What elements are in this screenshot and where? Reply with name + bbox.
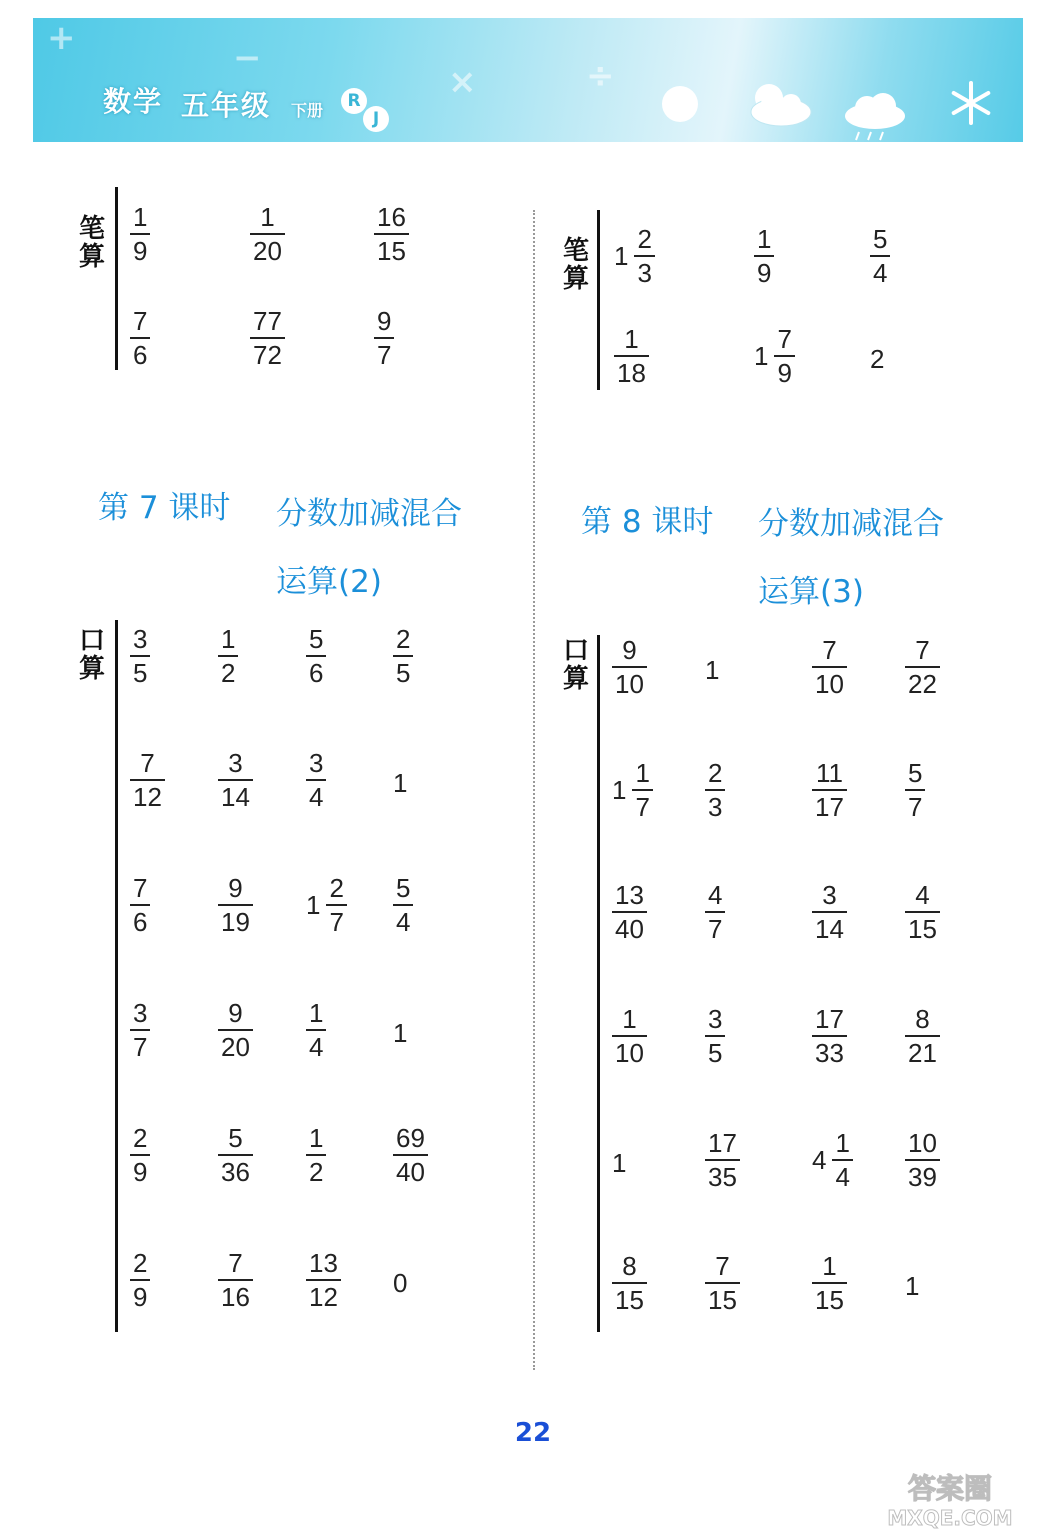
- fraction-numerator: 3: [708, 1004, 723, 1034]
- fraction-denominator: 2: [306, 1154, 326, 1185]
- fraction-denominator: 10: [612, 1035, 647, 1066]
- answer-fraction: [218, 875, 253, 935]
- fraction-numerator: 4: [915, 880, 930, 910]
- fraction-denominator: 7: [130, 1029, 150, 1060]
- fraction-denominator: 20: [250, 233, 285, 264]
- fraction-numerator: 1: [835, 1128, 850, 1158]
- answer-fraction: [634, 226, 654, 286]
- answer-item: [393, 750, 407, 799]
- fraction-numerator: 8: [915, 1004, 930, 1034]
- answer-item: [130, 1125, 150, 1185]
- answer-item: [812, 1006, 847, 1066]
- fraction-denominator: 17: [812, 789, 847, 820]
- answer-item: [130, 1250, 150, 1310]
- sun-icon: [658, 82, 702, 126]
- fraction-numerator: 9: [228, 998, 243, 1028]
- answer-item: [870, 326, 884, 375]
- fraction-numerator: 5: [873, 224, 888, 254]
- answer-item: [306, 750, 326, 810]
- answer-item: [218, 1000, 253, 1060]
- answer-fraction: [905, 760, 925, 820]
- answer-item: [705, 637, 719, 686]
- answer-item: [754, 226, 774, 286]
- fraction-numerator: 13: [615, 880, 644, 910]
- answer-item: [306, 626, 326, 686]
- fraction-denominator: 18: [614, 355, 649, 386]
- page-number: 22: [514, 1418, 552, 1448]
- fraction-denominator: 40: [612, 911, 647, 942]
- lesson-7-title-line2: 运算(2): [276, 564, 382, 600]
- answer-item: [812, 1253, 847, 1313]
- answer-item: [306, 1000, 326, 1060]
- answer-fraction: [812, 1006, 847, 1066]
- fraction-numerator: 3: [228, 748, 243, 778]
- fraction-denominator: 6: [306, 655, 326, 686]
- fraction-numerator: 2: [329, 873, 344, 903]
- answer-fraction: [306, 1000, 326, 1060]
- answer-item: [705, 760, 725, 820]
- answer-fraction: [374, 204, 409, 264]
- answer-item: [393, 875, 413, 935]
- written-calc-label-right: 笔算: [562, 236, 589, 294]
- answer-item: [754, 326, 795, 386]
- badge-r: R: [341, 88, 367, 114]
- svg-text:MXQE.COM: MXQE.COM: [887, 1506, 1013, 1530]
- answer-item: [218, 1125, 253, 1185]
- fraction-denominator: 14: [218, 779, 253, 810]
- answer-fraction: [705, 760, 725, 820]
- answer-fraction: [130, 626, 150, 686]
- fraction-numerator: 1: [757, 224, 772, 254]
- fraction-numerator: 11: [815, 758, 843, 788]
- answer-fraction: [218, 1125, 253, 1185]
- fraction-denominator: 12: [130, 779, 165, 810]
- header-banner: [33, 18, 1023, 142]
- fraction-denominator: 4: [393, 904, 413, 935]
- fraction-denominator: 6: [130, 904, 150, 935]
- fraction-numerator: 7: [777, 324, 792, 354]
- fraction-numerator: 8: [622, 1251, 637, 1281]
- fraction-denominator: 40: [393, 1154, 428, 1185]
- answer-fraction: [130, 308, 150, 368]
- fraction-numerator: 2: [708, 758, 723, 788]
- fraction-denominator: 15: [705, 1282, 740, 1313]
- fraction-denominator: 12: [306, 1279, 341, 1310]
- fraction-denominator: 3: [705, 789, 725, 820]
- answer-fraction: [306, 750, 326, 810]
- oral-calc-label-left: 口算: [78, 626, 105, 684]
- fraction-denominator: 2: [218, 655, 238, 686]
- svg-text:答案圈: 答案圈: [907, 1472, 993, 1505]
- answer-whole-part: 1: [612, 774, 627, 805]
- answer-item: [612, 637, 647, 697]
- answer-fraction: [218, 626, 238, 686]
- fraction-denominator: 4: [832, 1159, 852, 1190]
- answer-fraction: [774, 326, 794, 386]
- fraction-denominator: 10: [812, 666, 847, 697]
- fraction-numerator: 1: [133, 202, 148, 232]
- answer-item: [374, 308, 394, 368]
- answer-integer: 0: [393, 1268, 408, 1298]
- answer-fraction: [250, 204, 285, 264]
- fraction-numerator: 69: [396, 1123, 425, 1153]
- answer-item: [130, 204, 150, 264]
- fraction-numerator: 5: [908, 758, 923, 788]
- answer-item: [306, 1125, 326, 1185]
- answer-whole-part: 1: [614, 240, 629, 271]
- answer-item: [250, 308, 285, 368]
- answer-item: [130, 1000, 150, 1060]
- fraction-denominator: 20: [218, 1029, 253, 1060]
- fraction-numerator: 7: [715, 1251, 730, 1281]
- subject-title: 数学: [103, 85, 164, 118]
- fraction-denominator: 33: [812, 1035, 847, 1066]
- partly-cloudy-icon: [743, 80, 813, 130]
- answer-fraction: [130, 875, 150, 935]
- answer-fraction: [812, 882, 847, 942]
- divide-decoration: ÷: [586, 56, 615, 96]
- fraction-numerator: 5: [396, 873, 411, 903]
- fraction-numerator: 2: [637, 224, 652, 254]
- answer-fraction: [374, 308, 394, 368]
- fraction-denominator: 72: [250, 337, 285, 368]
- watermark-logo: [875, 1470, 1025, 1530]
- answer-item: [393, 1125, 428, 1185]
- fraction-denominator: 16: [218, 1279, 253, 1310]
- answer-item: [905, 1253, 919, 1302]
- fraction-numerator: 1: [309, 998, 324, 1028]
- answer-item: [905, 882, 940, 942]
- fraction-denominator: 9: [754, 255, 774, 286]
- answer-item: [612, 1253, 647, 1313]
- fraction-numerator: 1: [822, 1251, 837, 1281]
- answer-item: [250, 204, 285, 264]
- answer-fraction: [393, 875, 413, 935]
- answer-fraction: [130, 204, 150, 264]
- answer-integer: 1: [393, 1018, 408, 1048]
- answer-fraction: [218, 750, 253, 810]
- answer-fraction: [130, 750, 165, 810]
- answer-fraction: [393, 626, 413, 686]
- answer-fraction: [870, 226, 890, 286]
- answer-item: [614, 326, 649, 386]
- answer-item: [612, 760, 653, 820]
- fraction-denominator: 10: [612, 666, 647, 697]
- answer-fraction: [306, 626, 326, 686]
- fraction-numerator: 5: [309, 624, 324, 654]
- fraction-denominator: 4: [306, 779, 326, 810]
- answer-fraction: [905, 1006, 940, 1066]
- answer-item: [130, 875, 150, 935]
- answer-fraction: [905, 637, 940, 697]
- answer-item: [374, 204, 409, 264]
- lesson-8-title-line2: 运算(3): [758, 574, 864, 610]
- fraction-denominator: 4: [870, 255, 890, 286]
- fraction-numerator: 7: [822, 635, 837, 665]
- answer-fraction: [326, 875, 346, 935]
- fraction-numerator: 2: [396, 624, 411, 654]
- answer-item: [705, 1253, 740, 1313]
- lesson-8-number: 第 8 课时: [581, 504, 714, 540]
- answer-fraction: [218, 1000, 253, 1060]
- fraction-denominator: 15: [812, 1282, 847, 1313]
- fraction-denominator: 39: [905, 1159, 940, 1190]
- written-calc-label-left: 笔算: [78, 214, 105, 272]
- times-decoration: ×: [448, 62, 477, 102]
- answer-item: [812, 882, 847, 942]
- rain-cloud-icon: [841, 86, 911, 142]
- fraction-denominator: 7: [905, 789, 925, 820]
- answer-item: [812, 1130, 853, 1190]
- fraction-numerator: 3: [822, 880, 837, 910]
- fraction-denominator: 15: [374, 233, 409, 264]
- fraction-denominator: 22: [905, 666, 940, 697]
- answer-fraction: [130, 1250, 150, 1310]
- answer-fraction: [832, 1130, 852, 1190]
- lesson-7-title-line1: 分数加减混合: [276, 496, 462, 532]
- answer-fraction: [612, 882, 647, 942]
- fraction-denominator: 21: [905, 1035, 940, 1066]
- written-divider-left: [115, 187, 118, 370]
- oral-divider-right: [597, 635, 600, 1332]
- fraction-numerator: 9: [622, 635, 637, 665]
- fraction-denominator: 19: [218, 904, 253, 935]
- answer-fraction: [250, 308, 285, 368]
- fraction-numerator: 10: [908, 1128, 937, 1158]
- answer-item: [812, 637, 847, 697]
- answer-item: [218, 626, 238, 686]
- answer-item: [812, 760, 847, 820]
- fraction-numerator: 5: [228, 1123, 243, 1153]
- lesson-8-title-line1: 分数加减混合: [758, 506, 944, 542]
- answer-fraction: [612, 1006, 647, 1066]
- fraction-denominator: 4: [306, 1029, 326, 1060]
- fraction-numerator: 7: [915, 635, 930, 665]
- fraction-numerator: 17: [708, 1128, 737, 1158]
- fraction-denominator: 36: [218, 1154, 253, 1185]
- answer-fraction: [754, 226, 774, 286]
- answer-item: [218, 1250, 253, 1310]
- fraction-denominator: 9: [130, 1154, 150, 1185]
- fraction-numerator: 3: [309, 748, 324, 778]
- answer-item: [130, 626, 150, 686]
- answer-fraction: [705, 1253, 740, 1313]
- answer-item: [705, 1130, 740, 1190]
- answer-item: [130, 750, 165, 810]
- answer-fraction: [130, 1000, 150, 1060]
- fraction-denominator: 9: [130, 233, 150, 264]
- fraction-denominator: 14: [812, 911, 847, 942]
- fraction-numerator: 16: [377, 202, 406, 232]
- answer-whole-part: 1: [754, 340, 769, 371]
- fraction-denominator: 15: [905, 911, 940, 942]
- fraction-denominator: 5: [393, 655, 413, 686]
- snowflake-icon: [948, 80, 994, 126]
- answer-item: [612, 882, 647, 942]
- answer-item: [306, 875, 347, 935]
- volume-label: 下册: [291, 101, 324, 120]
- answer-item: [612, 1006, 647, 1066]
- answer-fraction: [614, 326, 649, 386]
- fraction-numerator: 1: [221, 624, 236, 654]
- fraction-numerator: 7: [140, 748, 155, 778]
- answer-item: [393, 1000, 407, 1049]
- answer-integer: 1: [612, 1148, 627, 1178]
- fraction-denominator: 15: [612, 1282, 647, 1313]
- fraction-denominator: 7: [326, 904, 346, 935]
- answer-item: [905, 1130, 940, 1190]
- answer-fraction: [905, 882, 940, 942]
- fraction-numerator: 9: [228, 873, 243, 903]
- fraction-numerator: 3: [133, 624, 148, 654]
- fraction-numerator: 1: [309, 1123, 324, 1153]
- answer-whole-part: 1: [306, 889, 321, 920]
- oral-divider-left: [115, 620, 118, 1332]
- answer-fraction: [130, 1125, 150, 1185]
- fraction-numerator: 9: [377, 306, 392, 336]
- fraction-numerator: 7: [133, 873, 148, 903]
- lesson-7-number: 第 7 课时: [98, 490, 231, 526]
- answer-fraction: [393, 1125, 428, 1185]
- answer-fraction: [812, 637, 847, 697]
- written-divider-right: [597, 210, 600, 390]
- answer-integer: 1: [705, 655, 720, 685]
- answer-item: [905, 1006, 940, 1066]
- fraction-numerator: 77: [253, 306, 282, 336]
- answer-item: [905, 637, 940, 697]
- answer-item: [870, 226, 890, 286]
- answer-fraction: [812, 760, 847, 820]
- answer-item: [306, 1250, 341, 1310]
- answer-integer: 1: [393, 768, 408, 798]
- column-divider: [533, 210, 535, 1370]
- plus-decoration: +: [47, 18, 76, 58]
- oral-calc-label-right: 口算: [562, 636, 589, 694]
- answer-fraction: [612, 637, 647, 697]
- answer-fraction: [218, 1250, 253, 1310]
- answer-item: [614, 226, 655, 286]
- answer-item: [218, 875, 253, 935]
- fraction-numerator: 3: [133, 998, 148, 1028]
- fraction-denominator: 3: [634, 255, 654, 286]
- fraction-denominator: 5: [705, 1035, 725, 1066]
- fraction-denominator: 7: [632, 789, 652, 820]
- fraction-numerator: 17: [815, 1004, 844, 1034]
- answer-fraction: [612, 1253, 647, 1313]
- answer-item: [905, 760, 925, 820]
- answer-fraction: [705, 1130, 740, 1190]
- answer-item: [705, 882, 725, 942]
- fraction-numerator: 7: [228, 1248, 243, 1278]
- answer-integer: 2: [870, 344, 885, 374]
- fraction-denominator: 5: [130, 655, 150, 686]
- grade-title: 五年级: [181, 89, 272, 122]
- fraction-numerator: 4: [708, 880, 723, 910]
- answer-item: [393, 626, 413, 686]
- badge-j: J: [363, 106, 389, 132]
- answer-fraction: [306, 1125, 326, 1185]
- answer-item: [705, 1006, 725, 1066]
- answer-item: [612, 1130, 626, 1179]
- fraction-denominator: 7: [705, 911, 725, 942]
- fraction-numerator: 2: [133, 1123, 148, 1153]
- fraction-numerator: 13: [309, 1248, 338, 1278]
- answer-fraction: [905, 1130, 940, 1190]
- answer-item: [218, 750, 253, 810]
- answer-item: [393, 1250, 407, 1299]
- answer-item: [130, 308, 150, 368]
- answer-integer: 1: [905, 1271, 920, 1301]
- fraction-numerator: 1: [635, 758, 650, 788]
- answer-fraction: [632, 760, 652, 820]
- fraction-numerator: 1: [624, 324, 639, 354]
- fraction-numerator: 1: [622, 1004, 637, 1034]
- fraction-numerator: 1: [260, 202, 275, 232]
- fraction-denominator: 35: [705, 1159, 740, 1190]
- answer-fraction: [705, 1006, 725, 1066]
- minus-decoration: −: [233, 38, 262, 78]
- fraction-numerator: 7: [133, 306, 148, 336]
- answer-fraction: [306, 1250, 341, 1310]
- fraction-denominator: 7: [374, 337, 394, 368]
- answer-fraction: [705, 882, 725, 942]
- fraction-denominator: 6: [130, 337, 150, 368]
- fraction-denominator: 9: [774, 355, 794, 386]
- fraction-numerator: 2: [133, 1248, 148, 1278]
- answer-fraction: [812, 1253, 847, 1313]
- fraction-denominator: 9: [130, 1279, 150, 1310]
- answer-whole-part: 4: [812, 1144, 827, 1175]
